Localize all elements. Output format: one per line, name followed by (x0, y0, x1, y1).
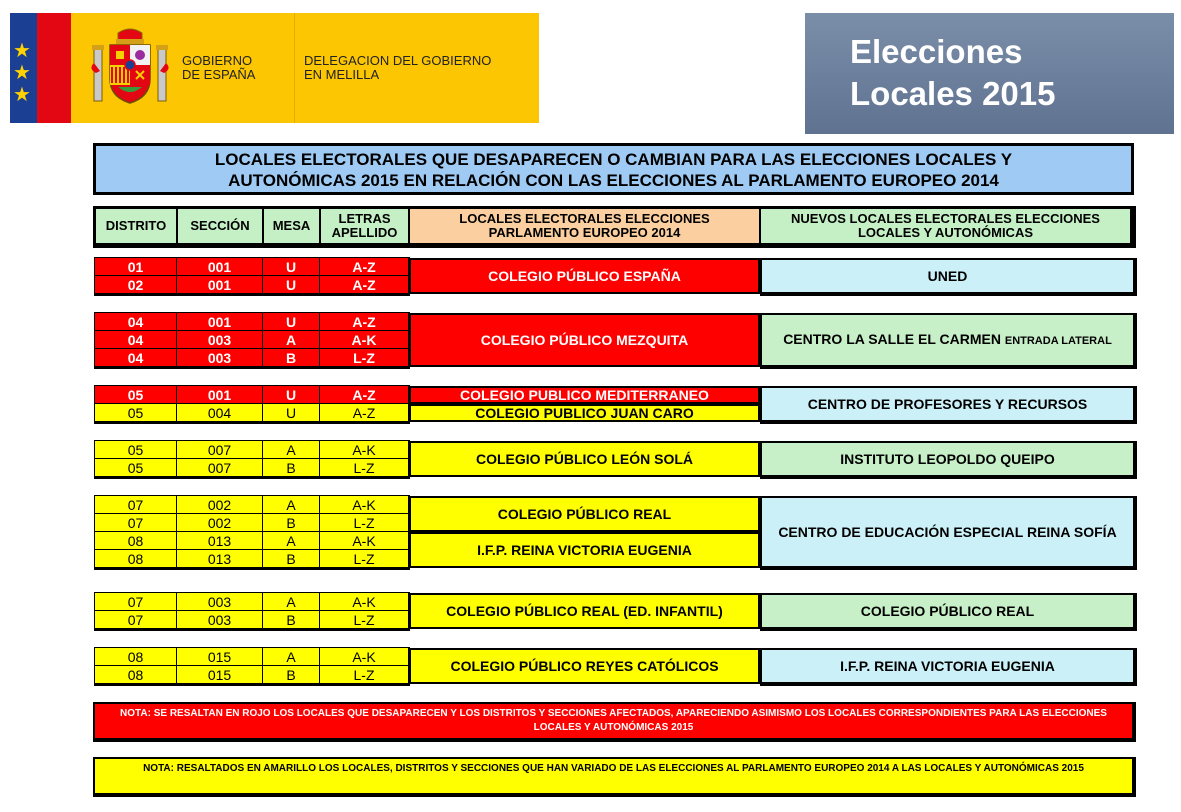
cell-mesa: B (263, 611, 320, 629)
local-2014: COLEGIO PÚBLICO LEÓN SOLÁ (409, 441, 760, 477)
cell-distrito: 05 (95, 386, 177, 404)
cell-distrito: 04 (95, 313, 177, 331)
elections-title-box (805, 13, 1174, 134)
cell-seccion: 013 (177, 550, 263, 568)
local-2015 (760, 386, 1137, 424)
local-2015-text (861, 603, 1034, 620)
cell-letras: A-K (320, 441, 409, 459)
cell-letras: A-K (320, 532, 409, 550)
cell-distrito: 02 (95, 276, 177, 294)
local-2015-name: INSTITUTO LEOPOLDO QUEIPO (840, 450, 1055, 467)
cell-mesa: A (263, 532, 320, 550)
cell-mesa: B (263, 459, 320, 477)
cell-letras: L-Z (320, 550, 409, 568)
local-2015-text (783, 331, 1112, 350)
cell-distrito: 04 (95, 349, 177, 367)
cell-mesa: B (263, 514, 320, 532)
cell-letras: A-Z (320, 404, 409, 422)
cell-letras: L-Z (320, 349, 409, 367)
cell-distrito: 05 (95, 441, 177, 459)
local-2015-name: CENTRO DE EDUCACIÓN ESPECIAL REINA SOFÍA (778, 523, 1117, 540)
gobierno-label: GOBIERNO DE ESPAÑA (182, 53, 256, 82)
col-mesa: MESA (263, 208, 320, 244)
local-2015-name: COLEGIO PÚBLICO REAL (860, 602, 1035, 619)
cell-letras: A-Z (320, 386, 409, 404)
cell-mesa: U (263, 404, 320, 422)
cell-mesa: U (263, 276, 320, 294)
local-2014: COLEGIO PÚBLICO MEZQUITA (409, 313, 760, 367)
cell-seccion: 015 (177, 648, 263, 666)
local-2015 (760, 313, 1137, 369)
cell-seccion: 003 (177, 331, 263, 349)
page-title: LOCALES ELECTORALES QUE DESAPARECEN O CAMBIAN PARA LAS ELECCIONES LOCALES Y AUTONÓMICAS 2015 EN RELACIÓN CON LAS ELECCIONES AL PARLAMENTO EUROPEO 2014 (93, 143, 1134, 195)
cell-mesa: B (263, 349, 320, 367)
col-locales-2015: NUEVOS LOCALES ELECTORALES ELECCIONES LOCALES Y AUTONÓMICAS (760, 208, 1131, 244)
local-2015-text (928, 268, 968, 285)
cell-seccion: 003 (177, 611, 263, 629)
cell-seccion: 001 (177, 313, 263, 331)
local-2014: I.F.P. REINA VICTORIA EUGENIA (409, 532, 760, 568)
spain-flag-strip (37, 13, 71, 123)
cell-distrito: 07 (95, 496, 177, 514)
delegacion-label: DELEGACION DEL GOBIERNO EN MELILLA (304, 53, 492, 82)
cell-mesa: A (263, 441, 320, 459)
cell-letras: A-K (320, 331, 409, 349)
local-2015 (760, 593, 1137, 631)
cell-distrito: 01 (95, 258, 177, 276)
cell-distrito: 07 (95, 514, 177, 532)
cell-mesa: A (263, 593, 320, 611)
cell-letras: L-Z (320, 611, 409, 629)
local-2014: COLEGIO PÚBLICO REYES CATÓLICOS (409, 648, 760, 684)
local-2014: COLEGIO PÚBLICO REAL (ED. INFANTIL) (409, 593, 760, 629)
cell-mesa: B (263, 550, 320, 568)
cell-seccion: 001 (177, 276, 263, 294)
cell-distrito: 08 (95, 532, 177, 550)
cell-letras: A-Z (320, 258, 409, 276)
cell-letras: L-Z (320, 666, 409, 684)
local-2015-detail: ENTRADA LATERAL (1004, 334, 1112, 347)
local-2015-text (840, 658, 1055, 675)
star-icon: ★ (13, 40, 31, 62)
cell-seccion: 007 (177, 441, 263, 459)
cell-seccion: 003 (177, 349, 263, 367)
cell-letras: A-K (320, 496, 409, 514)
cell-seccion: 001 (177, 386, 263, 404)
cell-letras: A-Z (320, 276, 409, 294)
eu-flag-strip (10, 13, 37, 123)
local-2015-text (778, 524, 1116, 541)
cell-mesa: U (263, 258, 320, 276)
local-2015-name: UNED (927, 267, 968, 284)
cell-mesa: A (263, 496, 320, 514)
note-yellow: NOTA: RESALTADOS EN AMARILLO LOS LOCALES, DISTRITOS Y SECCIONES QUE HAN VARIADO DE LAS ELECCIONES AL PARLAMENTO EUROPEO 2014 A LAS LOCALES Y AUTONÓMICAS 2015 (93, 757, 1136, 797)
local-2015-name: I.F.P. REINA VICTORIA EUGENIA (840, 657, 1055, 674)
cell-mesa: B (263, 666, 320, 684)
cell-letras: L-Z (320, 514, 409, 532)
cell-mesa: U (263, 386, 320, 404)
local-2014: COLEGIO PUBLICO MEDITERRANEO (409, 386, 760, 404)
star-icon: ★ (13, 62, 31, 84)
cell-seccion: 013 (177, 532, 263, 550)
cell-seccion: 002 (177, 496, 263, 514)
cell-seccion: 001 (177, 258, 263, 276)
local-2014: COLEGIO PUBLICO JUAN CARO (409, 404, 760, 422)
government-banner (10, 13, 539, 123)
col-letras: LETRAS APELLIDO (320, 208, 409, 244)
cell-mesa: U (263, 313, 320, 331)
local-2014: COLEGIO PÚBLICO REAL (409, 496, 760, 532)
cell-distrito: 07 (95, 611, 177, 629)
cell-distrito: 08 (95, 648, 177, 666)
cell-letras: A-K (320, 648, 409, 666)
local-2015 (760, 496, 1137, 570)
local-2015 (760, 441, 1137, 479)
coat-of-arms-icon (90, 27, 170, 111)
col-seccion: SECCIÓN (177, 208, 263, 244)
cell-distrito: 04 (95, 331, 177, 349)
cell-seccion: 004 (177, 404, 263, 422)
local-2015 (760, 258, 1137, 296)
star-icon: ★ (13, 84, 31, 106)
cell-seccion: 003 (177, 593, 263, 611)
col-locales-2014: LOCALES ELECTORALES ELECCIONES PARLAMENTO EUROPEO 2014 (409, 208, 760, 244)
local-2015-name: CENTRO LA SALLE EL CARMEN (783, 330, 1001, 347)
cell-distrito: 05 (95, 404, 177, 422)
cell-letras: A-K (320, 593, 409, 611)
local-2015-text (840, 451, 1054, 468)
cell-distrito: 07 (95, 593, 177, 611)
elections-title: Elecciones Locales 2015 (850, 33, 1056, 112)
local-2015 (760, 648, 1137, 686)
col-distrito: DISTRITO (95, 208, 177, 244)
note-red: NOTA: SE RESALTAN EN ROJO LOS LOCALES QUE DESAPARECEN Y LOS DISTRITOS Y SECCIONES AFECTADOS, APARECIENDO ASIMISMO LOS LOCALES CORRESPONDIENTES PARA LAS ELECCIONES LOCALES Y AUTONÓMICAS 2015 (93, 702, 1136, 742)
cell-letras: L-Z (320, 459, 409, 477)
cell-seccion: 007 (177, 459, 263, 477)
cell-mesa: A (263, 331, 320, 349)
local-2015-name: CENTRO DE PROFESORES Y RECURSOS (807, 395, 1088, 412)
local-2015-text (808, 396, 1088, 413)
cell-distrito: 08 (95, 666, 177, 684)
cell-seccion: 015 (177, 666, 263, 684)
cell-distrito: 05 (95, 459, 177, 477)
cell-mesa: A (263, 648, 320, 666)
banner-divider (294, 13, 295, 123)
cell-letras: A-Z (320, 313, 409, 331)
local-2014: COLEGIO PÚBLICO ESPAÑA (409, 258, 760, 294)
cell-distrito: 08 (95, 550, 177, 568)
cell-seccion: 002 (177, 514, 263, 532)
